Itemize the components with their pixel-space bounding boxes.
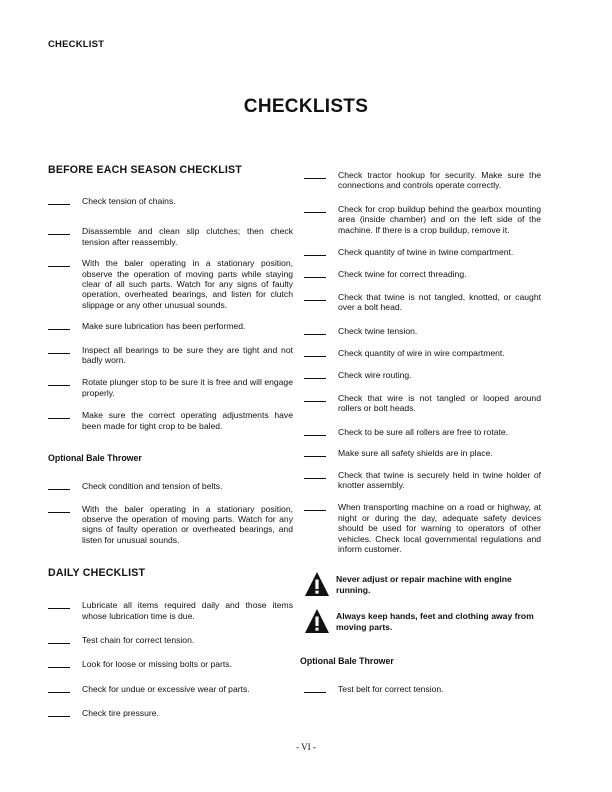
checklist-item-text: Check twine tension.	[338, 325, 418, 336]
check-blank[interactable]	[48, 385, 70, 386]
check-blank[interactable]	[304, 435, 326, 436]
warning-triangle-icon	[304, 571, 330, 597]
checklist-item-text: Test chain for correct tension.	[82, 634, 195, 645]
before-season-heading: BEFORE EACH SEASON CHECKLIST	[48, 164, 242, 176]
check-blank[interactable]	[48, 353, 70, 354]
checklist-item-text: Check that wire is not tangled or looped around rollers or bolt heads.	[338, 392, 541, 414]
checklist-item-text: Make sure lubrication has been performed.	[82, 321, 246, 332]
optional-bale-thrower-heading: Optional Bale Thrower	[300, 656, 394, 667]
check-blank[interactable]	[304, 378, 326, 379]
checklist-item-text: Look for loose or missing bolts or parts.	[82, 659, 232, 670]
checklist-item-text: With the baler operating in a stationary position, observe the operation of moving parts while staying clear of all such parts. Watch for any signs of faulty operation, overheated bearings, and listen for clutch slippage or any other unusual sounds.	[82, 258, 293, 310]
checklist-item-text: When transporting machine on a road or highway, at night or during the day, adequate safety devices should be used for warning to operators of other vehicles. Check local governmental regulations and inform customer.	[338, 502, 541, 554]
checklist-item	[48, 659, 293, 670]
page-title: CHECKLISTS	[243, 96, 369, 117]
checklist-item-text: Make sure all safety shields are in place.	[338, 448, 493, 459]
checklist-item-text: With the baler operating in a stationary position, observe the operation of moving parts. Watch for any signs of faulty operation or overheated bearings, and listen for unusual sounds.	[82, 503, 293, 545]
check-blank[interactable]	[304, 300, 326, 301]
checklist-item	[48, 634, 293, 645]
check-blank[interactable]	[304, 692, 326, 693]
checklist-item	[304, 247, 541, 258]
checklist-item	[304, 203, 541, 235]
checklist-item	[48, 344, 293, 366]
check-blank[interactable]	[48, 418, 70, 419]
check-blank[interactable]	[304, 255, 326, 256]
checklist-item	[48, 683, 293, 694]
check-blank[interactable]	[48, 692, 70, 693]
right-column	[300, 166, 541, 695]
check-blank[interactable]	[304, 178, 326, 179]
check-blank[interactable]	[304, 277, 326, 278]
checklist-item	[48, 377, 293, 398]
checklist-item-text: Test belt for correct tension.	[338, 684, 444, 695]
checklist-item	[304, 684, 541, 695]
checklist-item	[48, 481, 293, 492]
checklist-item-text: Check wire routing.	[338, 370, 412, 381]
checklist-item-text: Check tractor hookup for security. Make sure the connections and controls operate correctly.	[338, 170, 541, 191]
check-blank[interactable]	[304, 478, 326, 479]
check-blank[interactable]	[48, 329, 70, 330]
page-number: - VI -	[296, 742, 316, 752]
checklist-item	[304, 269, 541, 280]
checklist-item	[48, 321, 293, 332]
checklist-item	[304, 348, 541, 359]
warning-triangle-icon	[304, 608, 330, 634]
daily-checklist-heading: DAILY CHECKLIST	[48, 567, 146, 580]
checklist-item	[48, 600, 293, 621]
checklist-item-text: Check for crop buildup behind the gearbox mounting area (inside chamber) and on the left side of the machine. If there is a crop buildup, remove it.	[338, 203, 541, 235]
check-blank[interactable]	[48, 512, 70, 513]
checklist-item	[304, 426, 541, 437]
check-blank[interactable]	[48, 643, 70, 644]
checklist-item-text: Check condition and tension of belts.	[82, 481, 223, 492]
checklist-item	[304, 170, 541, 191]
checklist-item	[304, 448, 541, 459]
check-blank[interactable]	[304, 510, 326, 511]
check-blank[interactable]	[304, 212, 326, 213]
checklist-item-text: Check that twine is securely held in twine holder of knotter assembly.	[338, 469, 541, 490]
checklist-item	[48, 410, 293, 431]
checklist-item-text: Check quantity of wire in wire compartment.	[338, 348, 505, 359]
checklist-item-text: Check for undue or excessive wear of parts.	[82, 683, 250, 694]
checklist-item	[304, 370, 541, 381]
checklist-item-text: Check twine for correct threading.	[338, 269, 467, 280]
running-head: CHECKLIST	[48, 39, 105, 50]
warning-notice	[304, 611, 541, 634]
check-blank[interactable]	[304, 456, 326, 457]
check-blank[interactable]	[48, 489, 70, 490]
check-blank[interactable]	[48, 716, 70, 717]
checklist-item-text: Check tire pressure.	[82, 708, 159, 719]
checklist-item-text: Make sure the correct operating adjustments have been made for tight crop to be baled.	[82, 410, 293, 431]
check-blank[interactable]	[304, 356, 326, 357]
checklist-item-text: Check tension of chains.	[82, 196, 176, 206]
optional-bale-thrower-heading: Optional Bale Thrower	[48, 453, 142, 464]
warning-notice	[304, 574, 541, 597]
checklist-item	[304, 392, 541, 414]
check-blank[interactable]	[48, 204, 70, 205]
checklist-item	[304, 325, 541, 336]
check-blank[interactable]	[304, 334, 326, 335]
checklist-item	[304, 291, 541, 313]
check-blank[interactable]	[48, 266, 70, 267]
checklist-item-text: Check that twine is not tangled, knotted, or caught over a bolt head.	[338, 291, 541, 313]
checklist-item	[48, 196, 293, 206]
checklist-item	[304, 502, 541, 554]
checklist-item-text: Check to be sure all rollers are free to rotate.	[338, 426, 509, 437]
checklist-item	[304, 469, 541, 491]
checklist-item-text: Disassemble and clean slip clutches; then check tension after reassembly.	[82, 226, 293, 247]
checklist-item	[48, 226, 293, 247]
checklist-item	[48, 503, 293, 546]
check-blank[interactable]	[48, 667, 70, 668]
checklist-item-text: Inspect all bearings to be sure they are tight and not badly worn.	[82, 344, 293, 366]
checklist-item-text: Check quantity of twine in twine compartment.	[338, 247, 514, 258]
checklist-item-text: Rotate plunger stop to be sure it is free and will engage properly.	[82, 377, 293, 398]
warning-text: Never adjust or repair machine with engine running.	[336, 574, 512, 595]
left-column	[48, 164, 293, 719]
checklist-item	[48, 708, 293, 719]
check-blank[interactable]	[48, 608, 70, 609]
checklist-item-text: Lubricate all items required daily and those items whose lubrication time is due.	[82, 600, 293, 621]
check-blank[interactable]	[48, 234, 70, 235]
warning-text: Always keep hands, feet and clothing away from moving parts.	[336, 611, 534, 632]
checklist-item	[48, 258, 293, 310]
check-blank[interactable]	[304, 401, 326, 402]
